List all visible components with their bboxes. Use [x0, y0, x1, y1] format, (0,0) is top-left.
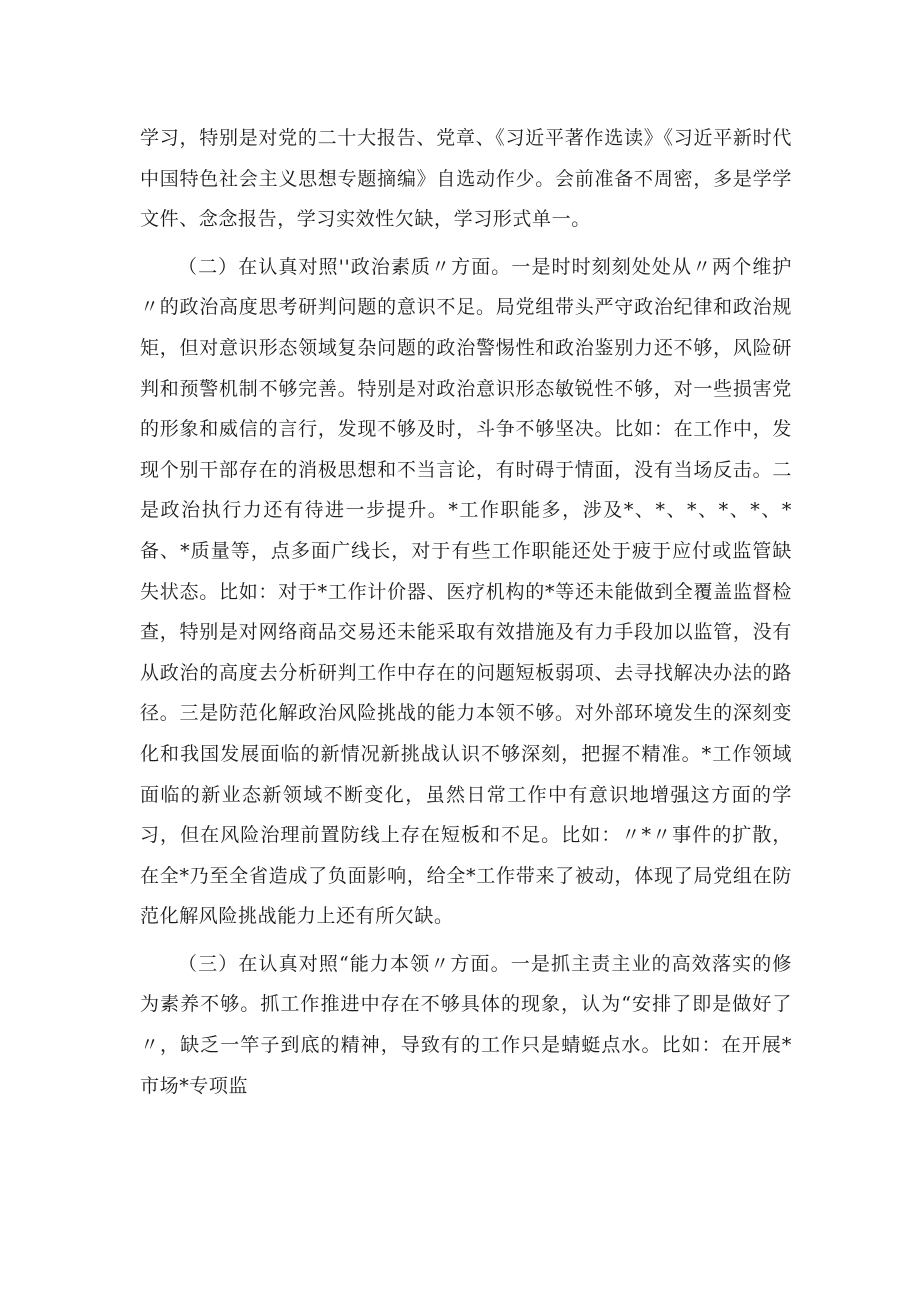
paragraph-political-quality: （二）在认真对照''政治素质〃方面。一是时时刻刻处处从〃两个维护〃的政治高度思考研判问题的意识不足。局党组带头严守政治纪律和政治规矩，但对意识形态领域复杂问题的政治警惕性和政治鉴别力还不够，风险研判和预警机制不够完善。特别是对政治意识形态敏锐性不够，对一些损害党的形象和威信的言行，发现不够及时，斗争不够坚决。比如：在工作中，发现个别干部存在的消极思想和不当言论，有时碍于情面，没有当场反击。二是政治执行力还有待进一步提升。*工作职能多，涉及*、*、*、*、*、*备、*质量等，点多面广线长，对于有些工作职能还处于疲于应付或监管缺失状态。比如：对于*工作计价器、医疗机构的*等还未能做到全覆盖监督检查，特别是对网络商品交易还未能采取有效措施及有力手段加以监管，没有从政治的高度去分析研判工作中存在的问题短板弱项、去寻找解决办法的路径。三是防范化解政治风险挑战的能力本领不够。对外部环境发生的深刻变化和我国发展面临的新情况新挑战认识不够深刻，把握不精准。*工作领域面临的新业态新领域不断变化，虽然日常工作中有意识地增强这方面的学习，但在风险治理前置防线上存在短板和不足。比如：〃*〃事件的扩散，在全*乃至全省造成了负面影响，给全*工作带来了被动，体现了局党组在防范化解风险挑战能力上还有所欠缺。 [140, 255, 792, 928]
document-body [140, 118, 792, 1106]
paragraph-study-continuation: 学习，特别是对党的二十大报告、党章、《习近平著作选读》《习近平新时代中国特色社会主义思想专题摘编》自选动作少。会前准备不周密，多是学学文件、念念报告，学习实效性欠缺，学习形式单一。 [140, 127, 792, 231]
paragraph-capability: （三）在认真对照“能力本领〃方面。一是抓主责主业的高效落实的修为素养不够。抓工作推进中存在不够具体的现象，认为“安排了即是做好了〃，缺乏一竿子到底的精神，导致有的工作只是蜻蜓点水。比如：在开展*市场*专项监 [140, 952, 792, 1097]
